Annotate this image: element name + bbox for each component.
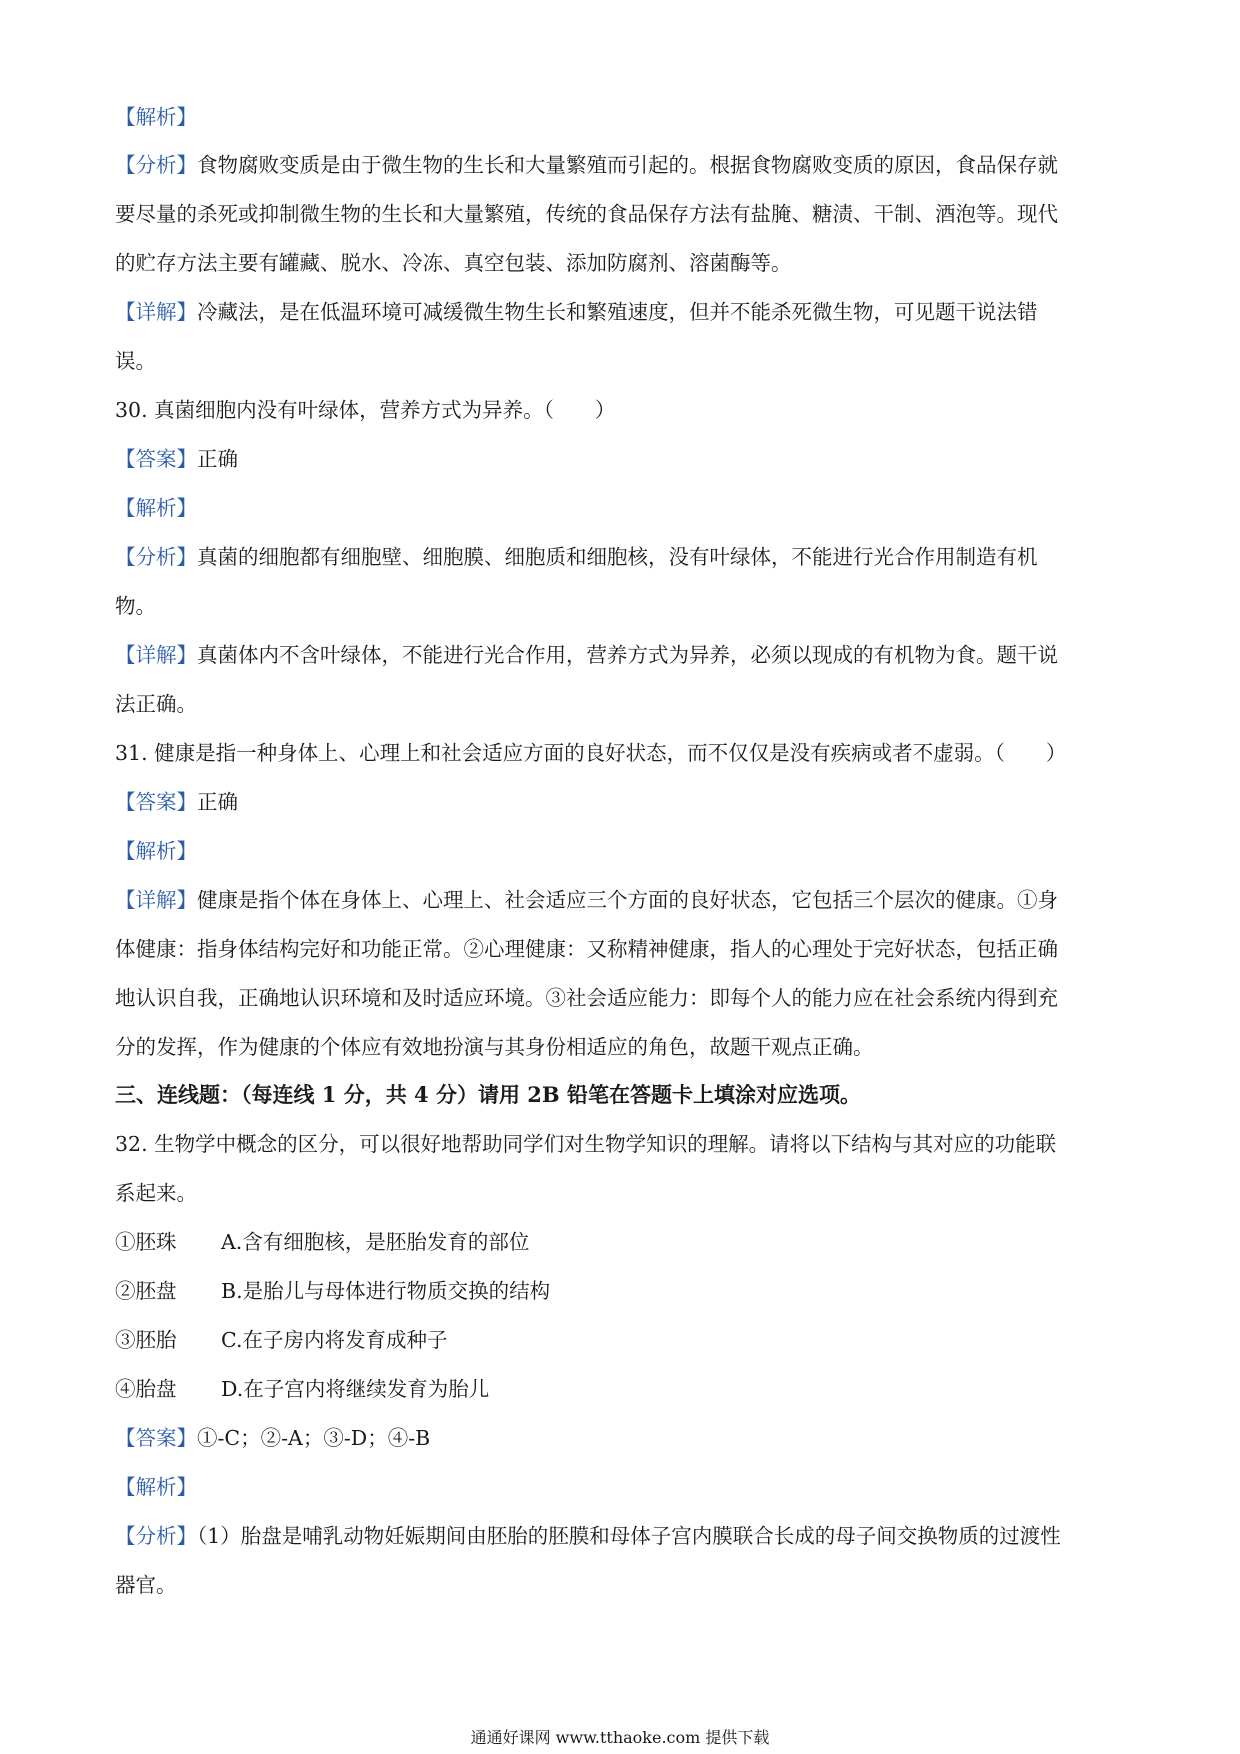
analysis-text: 食物腐败变质是由于微生物的生长和大量繁殖而引起的。根据食物腐败变质的原因，食品保存就 [197,153,1058,177]
detail-29-line-2: 误。 [115,349,156,373]
answer-text: 正确 [197,790,238,814]
match-left: ①胚珠 [115,1230,177,1254]
jiexi-heading-31 [115,836,1125,866]
answer-31 [115,787,1125,817]
match-left: ④胎盘 [115,1377,177,1401]
detail-29-line-1 [115,297,1125,327]
match-right: B.是胎儿与母体进行物质交换的结构 [221,1279,551,1303]
fenxi-tag: 【分析】 [115,153,197,177]
section-3-heading: 三、连线题：（每连线 1 分，共 4 分）请用 2B 铅笔在答题卡上填涂对应选项。 [115,1082,861,1107]
jiexi-tag: 【解析】 [115,839,197,863]
fenxi-tag: 【分析】 [115,545,197,569]
match-right: A.含有细胞核，是胚胎发育的部位 [221,1230,530,1254]
jiexi-tag: 【解析】 [115,1475,197,1499]
detail-30-line-2: 法正确。 [115,692,197,716]
answer-30 [115,444,1125,474]
answer-text: ①-C；②-A；③-D；④-B [197,1426,431,1450]
question-32-line-1: 32. 生物学中概念的区分，可以很好地帮助同学们对生物学知识的理解。请将以下结构与其对应的功能联 [115,1132,1057,1156]
answer-text: 正确 [197,447,238,471]
match-item-4 [115,1374,1125,1404]
daan-tag: 【答案】 [115,790,197,814]
match-right: C.在子房内将发育成种子 [221,1328,448,1352]
analysis-text: 真菌的细胞都有细胞壁、细胞膜、细胞质和细胞核，没有叶绿体，不能进行光合作用制造有机 [197,545,1038,569]
match-item-2 [115,1276,1125,1306]
xiangjie-tag: 【详解】 [115,888,197,912]
analysis-29-line-3: 的贮存方法主要有罐藏、脱水、冷冻、真空包装、添加防腐剂、溶菌酶等。 [115,251,792,275]
jiexi-tag: 【解析】 [115,105,197,129]
detail-31-line-1 [115,885,1125,915]
answer-32 [115,1423,1125,1453]
analysis-text: （1）胎盘是哺乳动物妊娠期间由胚胎的胚膜和母体子宫内膜联合长成的母子间交换物质的过渡性 [197,1524,1061,1548]
xiangjie-tag: 【详解】 [115,643,197,667]
jiexi-tag: 【解析】 [115,496,197,520]
detail-31-line-3: 地认识自我，正确地认识环境和及时适应环境。③社会适应能力：即每个人的能力应在社会系统内得到充 [115,986,1058,1010]
daan-tag: 【答案】 [115,447,197,471]
jiexi-heading-30 [115,493,1125,523]
analysis-30-line-1 [115,542,1125,572]
detail-text: 健康是指个体在身体上、心理上、社会适应三个方面的良好状态，它包括三个层次的健康。①身 [197,888,1058,912]
question-30: 30. 真菌细胞内没有叶绿体，营养方式为异养。（ ） [115,398,616,422]
match-left: ②胚盘 [115,1279,177,1303]
analysis-32-line-1 [115,1521,1125,1551]
jiexi-heading-29 [115,102,1125,132]
match-left: ③胚胎 [115,1328,177,1352]
daan-tag: 【答案】 [115,1426,197,1450]
match-item-3 [115,1325,1125,1355]
analysis-29-line-2: 要尽量的杀死或抑制微生物的生长和大量繁殖，传统的食品保存方法有盐腌、糖渍、干制、酒泡等。现代 [115,202,1058,226]
jiexi-heading-32 [115,1472,1125,1502]
analysis-30-line-2: 物。 [115,594,156,618]
detail-31-line-4: 分的发挥，作为健康的个体应有效地扮演与其身份相适应的角色，故题干观点正确。 [115,1035,874,1059]
detail-30-line-1 [115,640,1125,670]
analysis-32-line-2: 器官。 [115,1573,177,1597]
detail-text: 冷藏法，是在低温环境可减缓微生物生长和繁殖速度，但并不能杀死微生物，可见题干说法错 [197,300,1038,324]
question-32-line-2: 系起来。 [115,1181,197,1205]
detail-text: 真菌体内不含叶绿体，不能进行光合作用，营养方式为异养，必须以现成的有机物为食。题干说 [197,643,1058,667]
fenxi-tag: 【分析】 [115,1524,197,1548]
analysis-29-line-1 [115,150,1125,180]
footer-watermark: 通通好课网 www.tthaoke.com 提供下载 [470,1728,770,1747]
detail-31-line-2: 体健康：指身体结构完好和功能正常。②心理健康：又称精神健康，指人的心理处于完好状态，包括正确 [115,937,1058,961]
question-31: 31. 健康是指一种身体上、心理上和社会适应方面的良好状态，而不仅仅是没有疾病或者不虚弱。（ ） [115,741,1067,765]
match-item-1 [115,1227,1125,1257]
xiangjie-tag: 【详解】 [115,300,197,324]
match-right: D.在子宫内将继续发育为胎儿 [221,1377,490,1401]
